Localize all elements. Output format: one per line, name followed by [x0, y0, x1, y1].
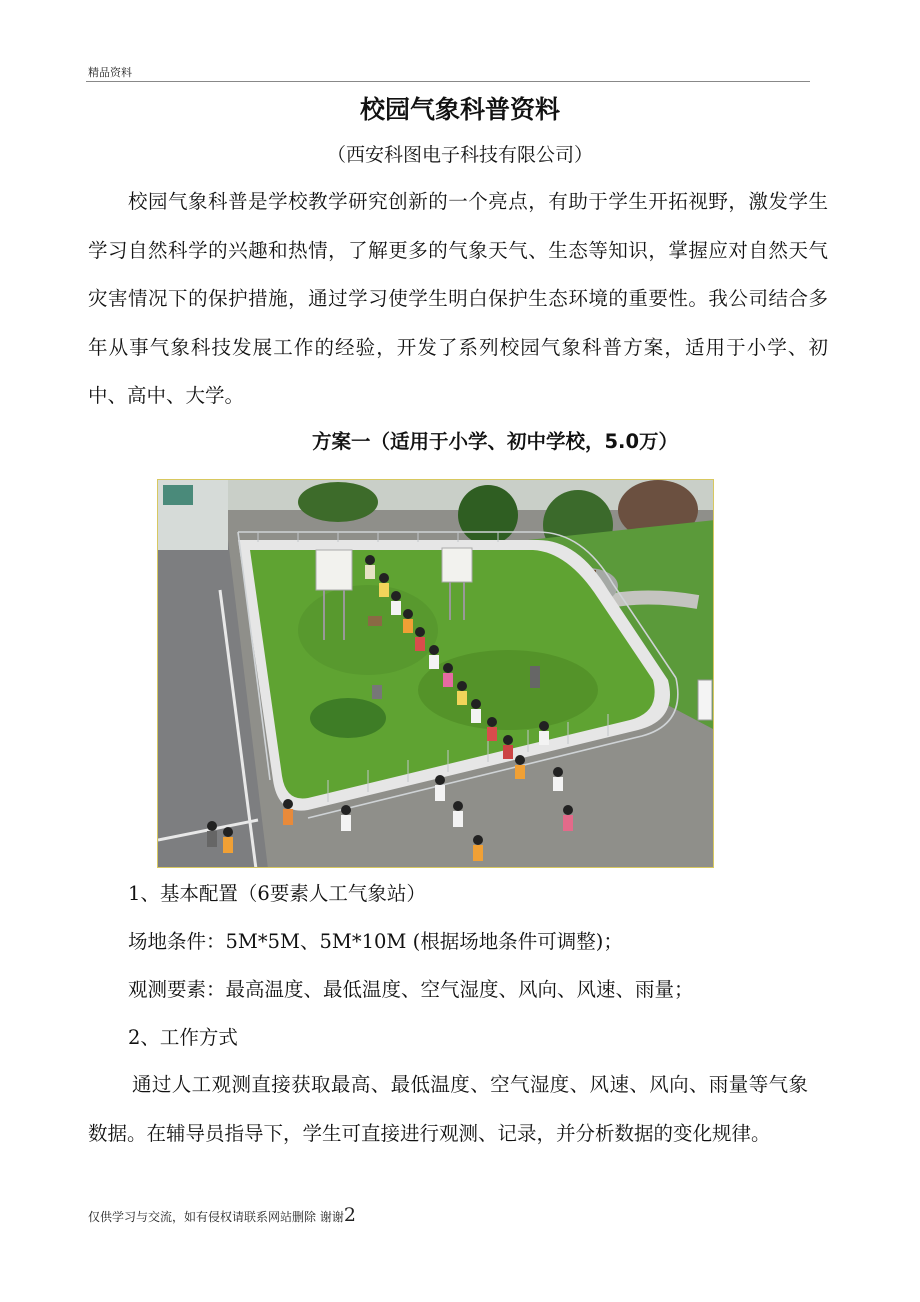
header-label: 精品资料 — [88, 66, 132, 79]
observation-elements: 观测要素：最高温度、最低温度、空气湿度、风向、风速、雨量； — [128, 978, 694, 1001]
work-paragraph: 通过人工观测直接获取最高、最低温度、空气湿度、风速、风向、雨量等气象数据。在辅导员指导下，学生可直接进行观测、记录，并分析数据的变化规律。 — [88, 1073, 808, 1145]
work-heading: 2、工作方式 — [128, 1026, 238, 1049]
header-divider — [86, 81, 810, 82]
document-title: 校园气象科普资料 — [359, 95, 560, 124]
intro-paragraph: 校园气象科普是学校教学研究创新的一个亮点，有助于学生开拓视野，激发学生学习自然科学的兴趣和热情，了解更多的气象天气、生态等知识，掌握应对自然天气灾害情况下的保护措施，通过学习使学生明白保护生态环境的重要性。我公司结合多年从事气象科技发展工作的经验，开发了系列校园气象科普方案，适用于小学、初中、高中、大学。 — [88, 190, 828, 407]
footer-text: 仅供学习与交流，如有侵权请联系网站删除 谢谢 — [88, 1210, 344, 1224]
plan-heading: 方案一（适用于小学、初中学校，5.0万） — [311, 430, 679, 453]
site-conditions: 场地条件：5M*5M、5M*10M (根据场地条件可调整)； — [128, 930, 623, 953]
document-subtitle: （西安科图电子科技有限公司） — [326, 144, 593, 166]
page-number: 2 — [343, 1204, 356, 1226]
footer — [88, 1204, 356, 1226]
weather-station-photo — [157, 479, 714, 868]
config-heading: 1、基本配置（6要素人工气象站） — [128, 882, 426, 905]
